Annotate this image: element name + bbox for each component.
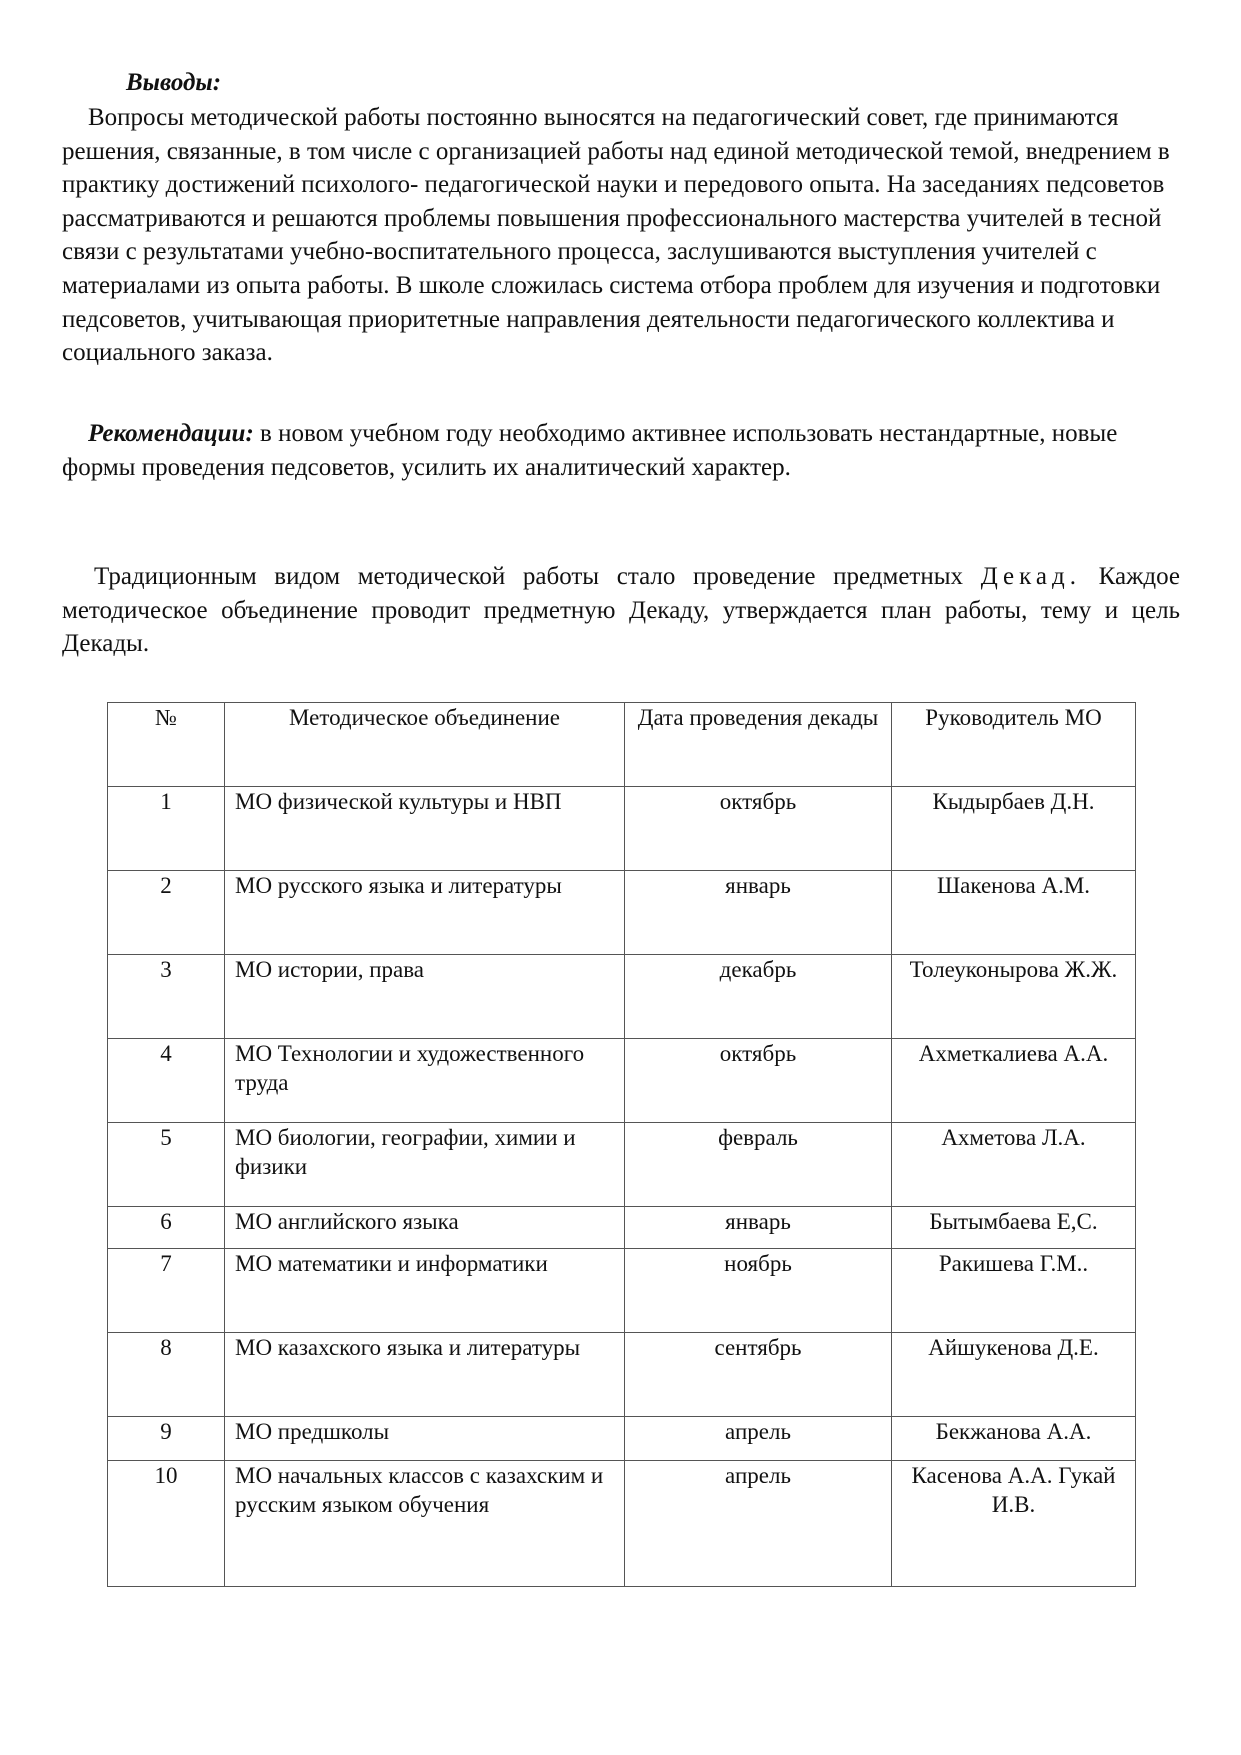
- row-date: апрель: [625, 1417, 892, 1461]
- table-row: [108, 1039, 1136, 1123]
- row-date: октябрь: [625, 1039, 892, 1123]
- table-row: [108, 871, 1136, 955]
- row-head: Ахметкалиева А.А.: [892, 1039, 1136, 1123]
- row-num: 6: [108, 1207, 225, 1249]
- row-head: Ахметова Л.А.: [892, 1123, 1136, 1207]
- row-association: МО предшколы: [225, 1417, 625, 1461]
- row-head: Бекжанова А.А.: [892, 1417, 1136, 1461]
- row-date: апрель: [625, 1461, 892, 1587]
- row-date: январь: [625, 1207, 892, 1249]
- row-date: февраль: [625, 1123, 892, 1207]
- table-header-row: [108, 703, 1136, 787]
- table-row: [108, 1207, 1136, 1249]
- decades-spaced-word: Декад.: [980, 563, 1081, 590]
- row-association: МО русского языка и литературы: [225, 871, 625, 955]
- row-num: 3: [108, 955, 225, 1039]
- recommendations-text: в новом учебном году необходимо активнее использовать нестандартные, новые формы проведения педсоветов, усилить их аналитический характер.: [62, 420, 1118, 481]
- table-row: [108, 1461, 1136, 1587]
- row-association: МО начальных классов с казахским и русским языком обучения: [225, 1461, 625, 1587]
- table-row: [108, 1123, 1136, 1207]
- row-date: октябрь: [625, 787, 892, 871]
- row-num: 1: [108, 787, 225, 871]
- header-date: Дата проведения декады: [625, 703, 892, 787]
- recommendations-paragraph: [62, 417, 1180, 484]
- row-num: 4: [108, 1039, 225, 1123]
- row-date: январь: [625, 871, 892, 955]
- row-association: МО физической культуры и НВП: [225, 787, 625, 871]
- row-head: Шакенова А.М.: [892, 871, 1136, 955]
- row-association: МО истории, права: [225, 955, 625, 1039]
- row-association: МО математики и информатики: [225, 1249, 625, 1333]
- row-num: 9: [108, 1417, 225, 1461]
- table-row: [108, 1249, 1136, 1333]
- table-row: [108, 1417, 1136, 1461]
- row-association: МО Технологии и художественного труда: [225, 1039, 625, 1123]
- table-row: [108, 955, 1136, 1039]
- decades-paragraph: [62, 560, 1180, 661]
- header-association: Методическое объединение: [225, 703, 625, 787]
- methodical-associations-table: [107, 702, 1136, 1587]
- row-date: сентябрь: [625, 1333, 892, 1417]
- row-num: 2: [108, 871, 225, 955]
- row-date: декабрь: [625, 955, 892, 1039]
- table-row: [108, 1333, 1136, 1417]
- row-head: Ракишева Г.М..: [892, 1249, 1136, 1333]
- row-date: ноябрь: [625, 1249, 892, 1333]
- row-num: 10: [108, 1461, 225, 1587]
- conclusions-paragraph: Вопросы методической работы постоянно выносятся на педагогический совет, где принимаются решения, связанные, в том числе с организацией работы над единой методической темой, внедрением в практику достижений психолого- педагогической науки и передового опыта. На заседаниях педсоветов рассматриваются и решаются проблемы повышения профессионального мастерства учителей в тесной связи с результатами учебно-воспитательного процесса, заслушиваются выступления учителей с материалами из опыта работы. В школе сложилась система отбора проблем для изучения и подготовки педсоветов, учитывающая приоритетные направления деятельности педагогического коллектива и социального заказа.: [62, 104, 1170, 367]
- decades-text-after: Каждое методическое объединение проводит предметную Декаду, утверждается план работы, тему и цель Декады.: [62, 563, 1180, 658]
- conclusions-heading: Выводы:: [126, 69, 222, 96]
- row-association: МО английского языка: [225, 1207, 625, 1249]
- row-association: МО биологии, географии, химии и физики: [225, 1123, 625, 1207]
- header-head: Руководитель МО: [892, 703, 1136, 787]
- decades-text-before: Традиционным видом методической работы стало проведение предметных: [94, 563, 981, 590]
- row-head: Кыдырбаев Д.Н.: [892, 787, 1136, 871]
- table-row: [108, 787, 1136, 871]
- row-association: МО казахского языка и литературы: [225, 1333, 625, 1417]
- row-num: 5: [108, 1123, 225, 1207]
- row-num: 8: [108, 1333, 225, 1417]
- row-head: Толеуконырова Ж.Ж.: [892, 955, 1136, 1039]
- row-head: Бытымбаева Е,С.: [892, 1207, 1136, 1249]
- header-num: №: [108, 703, 225, 787]
- row-num: 7: [108, 1249, 225, 1333]
- recommendations-label: Рекомендации:: [88, 420, 254, 447]
- row-head: Касенова А.А. Гукай И.В.: [892, 1461, 1136, 1587]
- row-head: Айшукенова Д.Е.: [892, 1333, 1136, 1417]
